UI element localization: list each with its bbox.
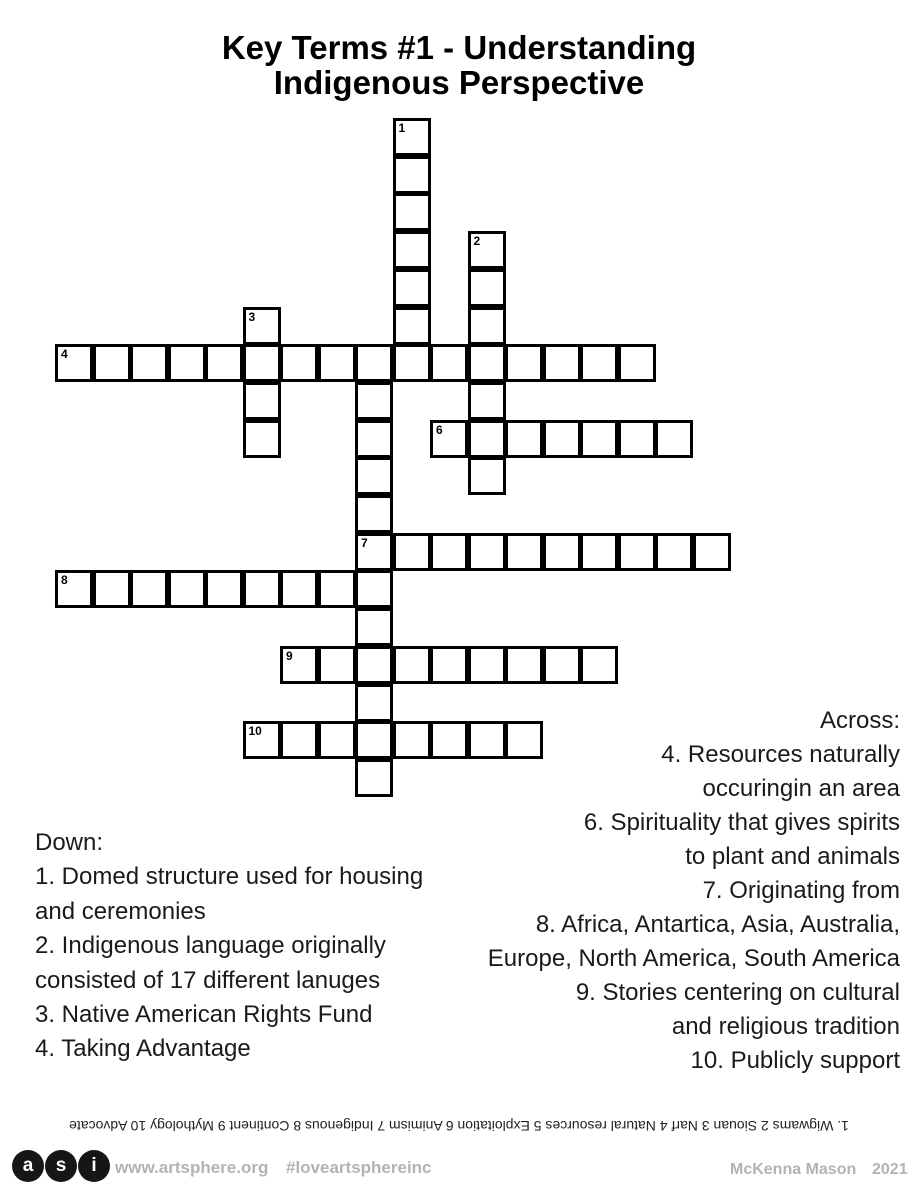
crossword-cell[interactable] xyxy=(468,307,506,345)
artsphere-logo xyxy=(12,1150,110,1184)
crossword-cell[interactable] xyxy=(468,382,506,420)
across-clue-line: Europe, North America, South America xyxy=(487,945,900,972)
clue-number: 6 xyxy=(436,422,443,437)
crossword-cell[interactable] xyxy=(618,344,656,382)
crossword-cell[interactable] xyxy=(168,570,206,608)
clue-number: 4 xyxy=(61,347,68,362)
crossword-cell[interactable] xyxy=(393,269,431,307)
crossword-cell[interactable] xyxy=(618,533,656,571)
clue-number: 9 xyxy=(286,648,293,663)
crossword-cell[interactable] xyxy=(355,420,393,458)
crossword-cell[interactable] xyxy=(393,118,431,156)
crossword-cell[interactable] xyxy=(393,231,431,269)
crossword-cell[interactable] xyxy=(468,646,506,684)
crossword-cell[interactable] xyxy=(93,344,131,382)
crossword-cell[interactable] xyxy=(243,420,281,458)
crossword-cell[interactable] xyxy=(355,646,393,684)
crossword-cell[interactable] xyxy=(205,570,243,608)
crossword-cell[interactable] xyxy=(355,759,393,797)
across-clue-line: 10. Publicly support xyxy=(690,1047,900,1074)
crossword-cell[interactable] xyxy=(693,533,731,571)
down-clue-line: 2. Indigenous language originally xyxy=(35,932,386,960)
footer-hashtag: #loveartsphereinc xyxy=(286,1158,432,1177)
footer-website: www.artsphere.org xyxy=(115,1158,269,1177)
down-clue-line: consisted of 17 different lanuges xyxy=(35,966,381,994)
crossword-cell[interactable] xyxy=(430,420,468,458)
crossword-cell[interactable] xyxy=(280,570,318,608)
crossword-cell[interactable] xyxy=(130,344,168,382)
crossword-cell[interactable] xyxy=(543,420,581,458)
crossword-cell[interactable] xyxy=(93,570,131,608)
crossword-cell[interactable] xyxy=(543,533,581,571)
crossword-cell[interactable] xyxy=(393,721,431,759)
crossword-cell[interactable] xyxy=(243,344,281,382)
crossword-cell[interactable] xyxy=(468,231,506,269)
crossword-cell[interactable] xyxy=(430,533,468,571)
crossword-cell[interactable] xyxy=(318,721,356,759)
footer xyxy=(0,1146,918,1188)
down-heading: Down: xyxy=(35,829,104,856)
crossword-cell[interactable] xyxy=(355,570,393,608)
logo-letter: i xyxy=(78,1150,110,1182)
crossword-cell[interactable] xyxy=(243,721,281,759)
down-clue-line: 4. Taking Advantage xyxy=(35,1035,251,1063)
crossword-cell[interactable] xyxy=(580,344,618,382)
footer-author: McKenna Mason xyxy=(730,1161,857,1178)
logo-letter: s xyxy=(45,1150,77,1182)
crossword-cell[interactable] xyxy=(468,533,506,571)
crossword-cell[interactable] xyxy=(468,420,506,458)
crossword-cell[interactable] xyxy=(430,344,468,382)
crossword-cell[interactable] xyxy=(393,156,431,194)
across-clue-line: 9. Stories centering on cultural xyxy=(575,979,900,1006)
down-clue-line: 3. Native American Rights Fund xyxy=(35,1001,373,1029)
crossword-cell[interactable] xyxy=(580,533,618,571)
crossword-cell[interactable] xyxy=(543,646,581,684)
title-line-1: Key Terms #1 - Understanding xyxy=(221,29,697,66)
crossword-cell[interactable] xyxy=(468,269,506,307)
across-clue-line: and religious tradition xyxy=(671,1013,900,1040)
crossword-cell[interactable] xyxy=(393,646,431,684)
crossword-cell[interactable] xyxy=(280,646,318,684)
crossword-cell[interactable] xyxy=(393,307,431,345)
crossword-cell[interactable] xyxy=(280,721,318,759)
crossword-cell[interactable] xyxy=(393,193,431,231)
logo-letter: a xyxy=(12,1150,44,1182)
crossword-cell[interactable] xyxy=(55,344,93,382)
crossword-cell[interactable] xyxy=(243,382,281,420)
crossword-cell[interactable] xyxy=(543,344,581,382)
down-clue-line: and ceremonies xyxy=(35,897,206,925)
across-clue-line: 6. Spirituality that gives spirits xyxy=(583,809,900,836)
crossword-cell[interactable] xyxy=(130,570,168,608)
crossword-cell[interactable] xyxy=(355,344,393,382)
crossword-cell[interactable] xyxy=(468,457,506,495)
crossword-cell[interactable] xyxy=(205,344,243,382)
crossword-cell[interactable] xyxy=(468,344,506,382)
crossword-cell[interactable] xyxy=(580,420,618,458)
crossword-cell[interactable] xyxy=(355,608,393,646)
clue-number: 10 xyxy=(248,724,262,739)
crossword-cell[interactable] xyxy=(243,307,281,345)
crossword-cell[interactable] xyxy=(355,495,393,533)
down-clues xyxy=(35,826,465,1067)
upside-down-answer-key: 1. Wigwams 2 Siouan 3 Narf 4 Natural resources 5 Exploitation 6 Animism 7 Indigenous 8 Continent 9 Mythology 10 Advocate xyxy=(69,1118,849,1134)
clue-number: 2 xyxy=(473,234,481,249)
clue-number: 8 xyxy=(61,573,68,588)
across-heading: Across: xyxy=(819,707,900,734)
crossword-cell[interactable] xyxy=(318,646,356,684)
crossword-cell[interactable] xyxy=(355,457,393,495)
down-clue-line: 1. Domed structure used for housing xyxy=(35,863,424,891)
clue-number: 3 xyxy=(248,309,256,324)
across-clue-line: 8. Africa, Antartica, Asia, Australia, xyxy=(535,911,900,938)
clue-number: 1 xyxy=(398,121,406,135)
across-clue-line: occuringin an area xyxy=(702,775,900,802)
crossword-cell[interactable] xyxy=(505,646,543,684)
crossword-cell[interactable] xyxy=(655,533,693,571)
crossword-cell[interactable] xyxy=(505,420,543,458)
title-line-2: Indigenous Perspective xyxy=(273,64,645,101)
crossword-cell[interactable] xyxy=(505,344,543,382)
crossword-cell[interactable] xyxy=(355,684,393,722)
crossword-cell[interactable] xyxy=(580,646,618,684)
crossword-cell[interactable] xyxy=(355,533,393,571)
crossword-cell[interactable] xyxy=(55,570,93,608)
crossword-cell[interactable] xyxy=(280,344,318,382)
across-clue-line: 4. Resources naturally xyxy=(661,741,900,768)
crossword-cell[interactable] xyxy=(655,420,693,458)
crossword-cell[interactable] xyxy=(355,721,393,759)
crossword-cell[interactable] xyxy=(318,344,356,382)
across-clue-line: 7. Originating from xyxy=(702,877,900,904)
across-clues xyxy=(430,704,900,1078)
crossword-cell[interactable] xyxy=(355,382,393,420)
footer-year: 2021 xyxy=(872,1161,908,1178)
crossword-cell[interactable] xyxy=(393,344,431,382)
crossword-cell[interactable] xyxy=(318,570,356,608)
crossword-cell[interactable] xyxy=(430,646,468,684)
crossword-cell[interactable] xyxy=(393,533,431,571)
crossword-cell[interactable] xyxy=(243,570,281,608)
clue-number: 7 xyxy=(361,535,368,550)
crossword-cell[interactable] xyxy=(505,533,543,571)
crossword-cell[interactable] xyxy=(618,420,656,458)
crossword-cell[interactable] xyxy=(168,344,206,382)
across-clue-line: to plant and animals xyxy=(685,843,900,870)
